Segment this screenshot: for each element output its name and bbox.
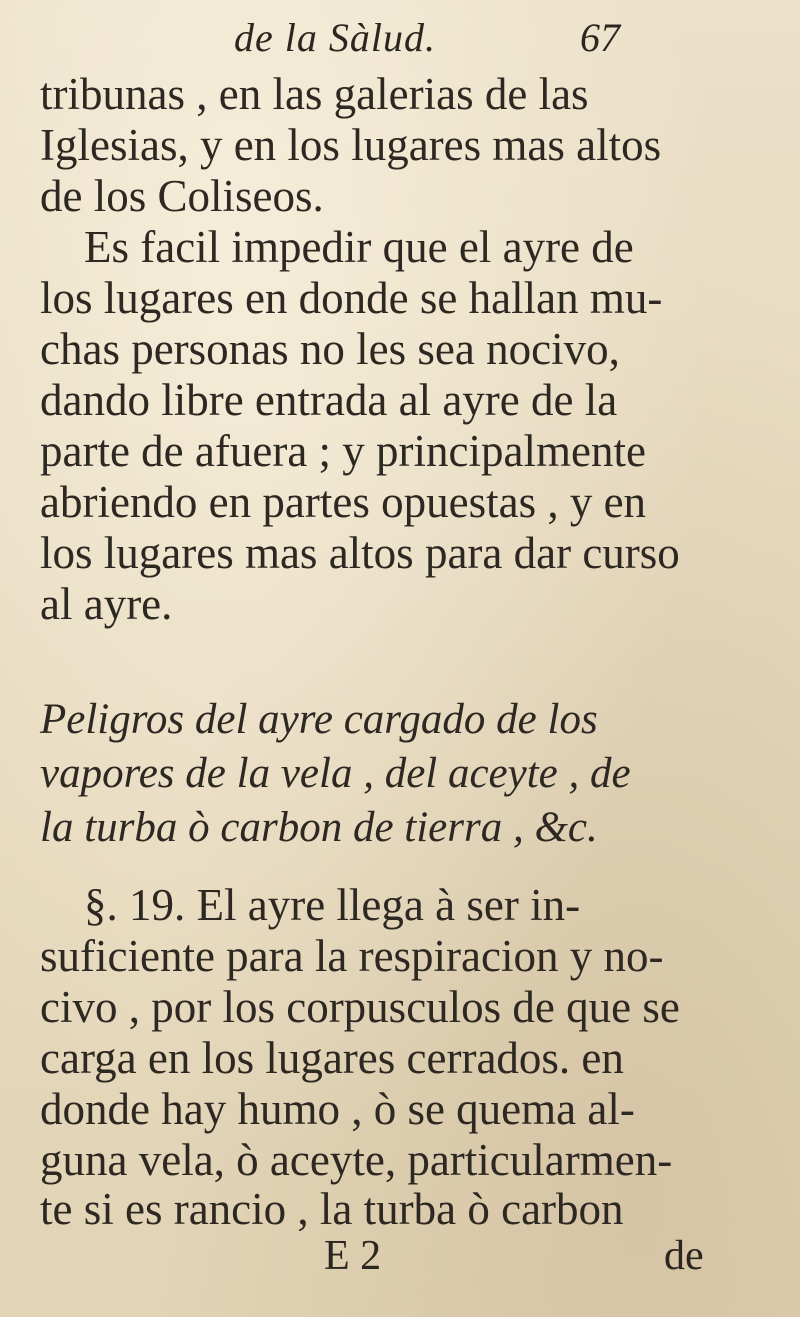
- running-title: de la Sàlud.: [234, 15, 436, 60]
- text-line: dando libre entrada al ayre de la: [40, 375, 618, 425]
- text-line: tribunas , en las galerias de las: [40, 69, 589, 119]
- text-line: donde hay humo , ò se quema al-: [40, 1084, 635, 1134]
- text-line: civo , por los corpusculos de que se: [40, 982, 680, 1032]
- heading-line: vapores de la vela , del aceyte , de: [40, 750, 631, 797]
- text-line: carga en los lugares cerrados. en: [40, 1033, 624, 1083]
- page-number: 67: [580, 15, 620, 60]
- heading-line: Peligros del ayre cargado de los: [40, 696, 598, 743]
- catchword: de: [664, 1233, 704, 1279]
- text-line: los lugares en donde se hallan mu-: [40, 273, 663, 323]
- text-line: guna vela, ò aceyte, particularmen-: [40, 1135, 673, 1185]
- text-line: Es facil impedir que el ayre de: [84, 222, 634, 272]
- text-line: abriendo en partes opuestas , y en: [40, 477, 647, 527]
- text-line: los lugares mas altos para dar curso: [40, 528, 680, 578]
- text-line: Iglesias, y en los lugares mas altos: [40, 120, 662, 170]
- text-line: §. 19. El ayre llega à ser in-: [84, 880, 581, 930]
- running-head: [0, 14, 800, 70]
- text-line: parte de afuera ; y principalmente: [40, 426, 646, 476]
- text-line: chas personas no les sea nocivo,: [40, 324, 620, 374]
- text-line: te si es rancio , la turba ò carbon: [40, 1184, 624, 1234]
- heading-line: la turba ò carbon de tierra , &c.: [40, 804, 598, 851]
- text-line: al ayre.: [40, 579, 173, 629]
- signature-mark: E 2: [324, 1233, 382, 1279]
- text-line: de los Coliseos.: [40, 171, 324, 221]
- text-line: suficiente para la respiracion y no-: [40, 931, 664, 981]
